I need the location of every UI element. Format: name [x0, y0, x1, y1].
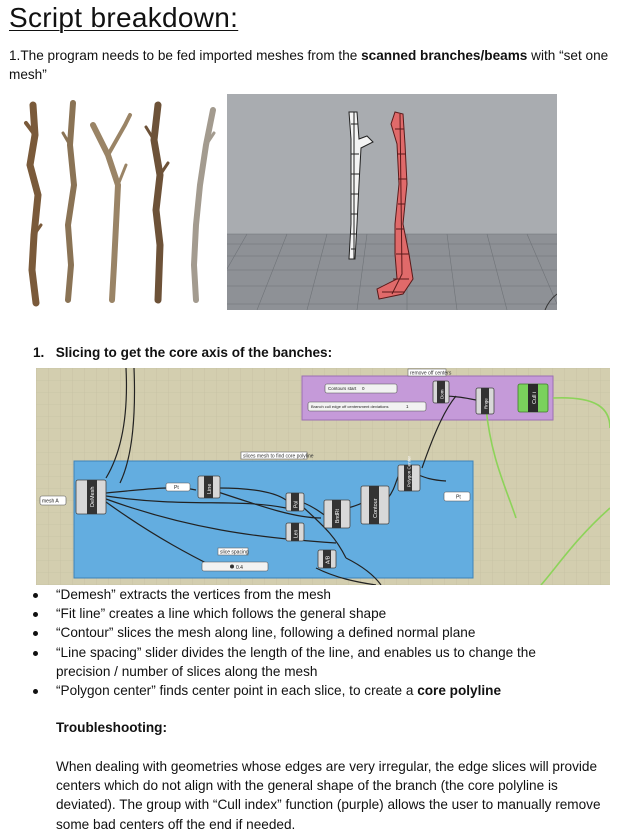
step-number: 1. [33, 345, 45, 360]
bullet-item [30, 681, 590, 700]
contours-start-value: 0 [362, 386, 365, 391]
bullet-item: “Fit line” creates a line which follows the general shape [30, 604, 590, 623]
bullet-list [30, 585, 590, 700]
purple-group[interactable] [302, 376, 553, 420]
purple-group-label: remove off centers [410, 370, 452, 377]
bullet-item: “Contour” slices the mesh along line, following a defined normal plane [30, 623, 590, 642]
domain-component-label: Dom [439, 389, 445, 399]
contours-start-label: Contours start [328, 386, 357, 391]
branch-cull-label: Branch cull edge off centersment deviations [311, 404, 389, 409]
polygon-center-component-label: Polygon Center [406, 455, 412, 487]
viewport-graphic [227, 94, 557, 310]
blue-group-label: slices mesh to find core polyline [243, 453, 314, 460]
slice-spacing-value: 0.4 [236, 565, 243, 571]
intro-prefix: 1.The program needs to be fed imported meshes from the [9, 48, 362, 63]
point-param-label: Pt [174, 485, 179, 491]
step-heading-text: Slicing to get the core axis of the banches: [55, 345, 333, 360]
rhino-viewport [227, 94, 557, 310]
division-component-label: A/B [325, 555, 332, 564]
length-component-label: Len [293, 529, 300, 538]
intro-paragraph [9, 46, 609, 84]
bullet-item: “Demesh” extracts the vertices from the mesh [30, 585, 590, 604]
contour-component-label: Contour [373, 498, 379, 518]
mesh-input-label: mesh A [42, 498, 59, 505]
bounding-component-label: BndRt [335, 509, 341, 523]
fit-line-component-label: Line [207, 483, 213, 494]
branch-photo [8, 95, 226, 310]
step-heading [33, 345, 332, 360]
slice-spacing-slider[interactable] [202, 562, 268, 571]
bullet-item-bold: core polyline [417, 683, 502, 699]
cull-index-component-label: Cull i [532, 391, 538, 404]
polyline-component-label: Pol [293, 500, 300, 508]
page-title: Script breakdown: [9, 2, 239, 33]
output-point-label: Pt [456, 494, 461, 501]
range-component-label: Rnge [483, 398, 489, 409]
demesh-component-label: DeMesh [90, 486, 96, 507]
branch-cull-value: 1 [406, 404, 409, 409]
grasshopper-graph [36, 368, 610, 585]
slice-spacing-label: slice spacing [220, 549, 249, 556]
branch-photo-graphic [8, 95, 226, 310]
bullet-item-prefix: “Polygon center” finds center point in each slice, to create a [56, 683, 418, 699]
grasshopper-canvas[interactable] [36, 368, 610, 585]
slice-spacing-slider-knob[interactable] [230, 565, 234, 569]
intro-bold: scanned branches/beams [361, 48, 528, 63]
intro-suffix: with “set one mesh” [9, 48, 609, 82]
troubleshooting-paragraph: When dealing with geometries whose edges are very irregular, the edge slices will provide centers which do not align with the general shape of the branch (the core polyline is deviated). The group with “Cull index” function (purple) allows the user to manually remove some bad centers off the end if needed. [56, 759, 601, 832]
troubleshooting-heading: Troubleshooting: [56, 720, 167, 735]
bullet-item: “Line spacing” slider divides the length of the line, and enables us to change the precision / number of slices along the mesh [30, 643, 590, 681]
